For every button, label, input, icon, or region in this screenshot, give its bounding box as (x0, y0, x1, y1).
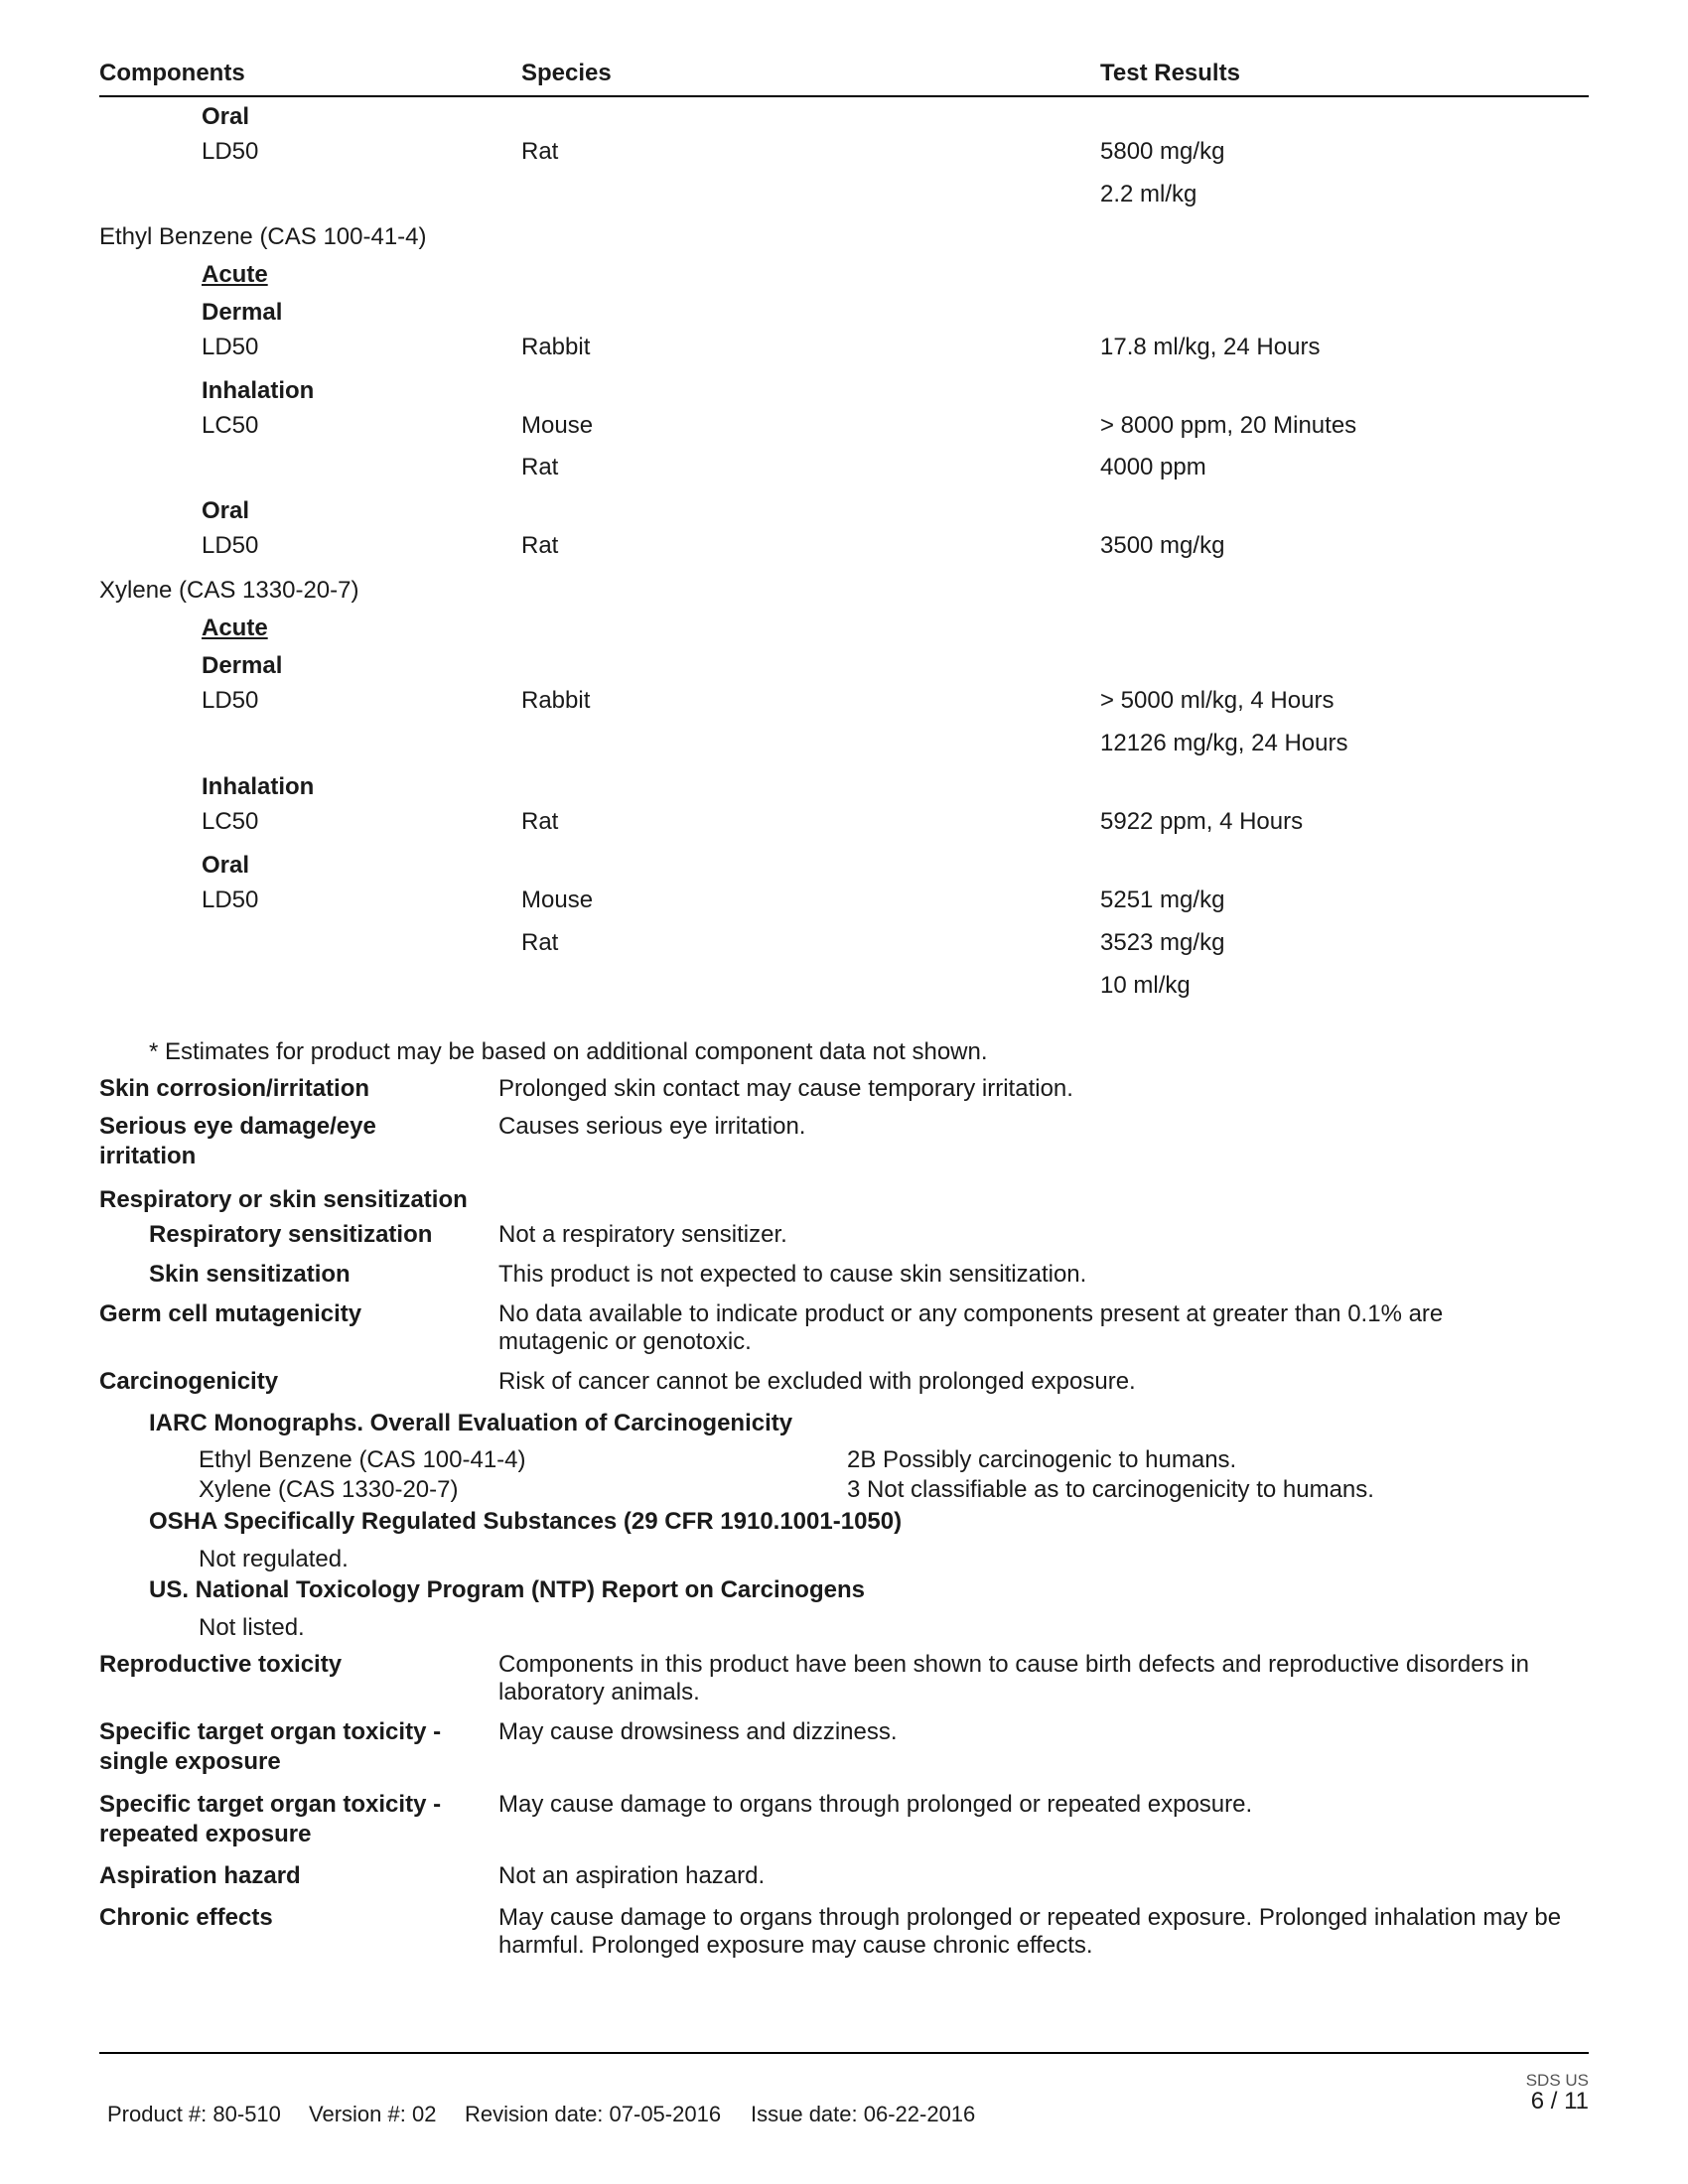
ntp-title: US. National Toxicology Program (NTP) Report on Carcinogens (149, 1576, 865, 1603)
iarc-ethyl-benzene: Ethyl Benzene (CAS 100-41-4) (199, 1446, 526, 1473)
species-rat: Rat (521, 808, 559, 835)
footer-version: Version #: 02 (309, 2102, 437, 2126)
test-ld50: LD50 (202, 138, 259, 165)
test-lc50: LC50 (202, 412, 259, 439)
reproductive-toxicity-label: Reproductive toxicity (99, 1651, 343, 1678)
iarc-title: IARC Monographs. Overall Evaluation of Carcinogenicity (149, 1410, 793, 1436)
stot-repeated-value: May cause damage to organs through prolonged or repeated exposure. (498, 1791, 1253, 1818)
route-dermal: Dermal (202, 299, 283, 326)
reproductive-toxicity-value: Components in this product have been shown to cause birth defects and reproductive disorders in laboratory animals. (498, 1651, 1529, 1706)
route-inhalation: Inhalation (202, 773, 315, 800)
header-species: Species (521, 60, 612, 86)
estimates-note: * Estimates for product may be based on additional component data not shown. (149, 1038, 988, 1065)
carcinogenicity-value: Risk of cancer cannot be excluded with prolonged exposure. (498, 1368, 1136, 1395)
result: 5251 mg/kg (1100, 887, 1225, 913)
stot-repeated-label: Specific target organ toxicity - repeated exposure (99, 1791, 442, 1847)
footer-revision-date: Revision date: 07-05-2016 (465, 2102, 722, 2126)
component-xylene: Xylene (CAS 1330-20-7) (99, 577, 359, 604)
test-lc50: LC50 (202, 808, 259, 835)
iarc-xylene: Xylene (CAS 1330-20-7) (199, 1476, 459, 1503)
category-acute: Acute (202, 614, 268, 641)
species-mouse: Mouse (521, 887, 594, 913)
result: 3500 mg/kg (1100, 532, 1225, 559)
test-ld50: LD50 (202, 887, 259, 913)
species-rat: Rat (521, 138, 559, 165)
result: > 5000 ml/kg, 4 Hours (1100, 687, 1335, 714)
result: > 8000 ppm, 20 Minutes (1100, 412, 1357, 439)
result: 5922 ppm, 4 Hours (1100, 808, 1304, 835)
test-ld50: LD50 (202, 334, 259, 360)
skin-sensitization-value: This product is not expected to cause skin sensitization. (498, 1261, 1087, 1288)
skin-sensitization-label: Skin sensitization (149, 1261, 351, 1288)
result: 10 ml/kg (1100, 972, 1191, 999)
skin-corrosion-value: Prolonged skin contact may cause temporary irritation. (498, 1075, 1073, 1102)
carcinogenicity-label: Carcinogenicity (99, 1368, 279, 1395)
route-dermal: Dermal (202, 652, 283, 679)
header-rule (99, 95, 1589, 97)
route-inhalation: Inhalation (202, 377, 315, 404)
respiratory-sensitization-label: Respiratory sensitization (149, 1221, 433, 1248)
iarc-ethyl-benzene-value: 2B Possibly carcinogenic to humans. (847, 1446, 1237, 1473)
result: 4000 ppm (1100, 454, 1206, 480)
route-oral: Oral (202, 103, 250, 130)
germ-cell-value: No data available to indicate product or any components present at greater than 0.1% are mutagenic or genotoxic. (498, 1300, 1444, 1355)
ntp-value: Not listed. (199, 1614, 305, 1641)
osha-title: OSHA Specifically Regulated Substances (29 CFR 1910.1001-1050) (149, 1508, 903, 1535)
result: 5800 mg/kg (1100, 138, 1225, 165)
component-ethyl-benzene: Ethyl Benzene (CAS 100-41-4) (99, 223, 427, 250)
chronic-effects-value: May cause damage to organs through prolonged or repeated exposure. Prolonged inhalation may be harmful. Prolonged exposure may cause chronic effects. (498, 1904, 1562, 1959)
test-ld50: LD50 (202, 532, 259, 559)
route-oral: Oral (202, 497, 250, 524)
stot-single-label: Specific target organ toxicity - single exposure (99, 1718, 442, 1775)
osha-value: Not regulated. (199, 1546, 349, 1572)
eye-damage-value: Causes serious eye irritation. (498, 1113, 806, 1140)
stot-single-value: May cause drowsiness and dizziness. (498, 1718, 898, 1745)
species-mouse: Mouse (521, 412, 594, 439)
result: 2.2 ml/kg (1100, 181, 1197, 207)
test-ld50: LD50 (202, 687, 259, 714)
footer-issue-date: Issue date: 06-22-2016 (751, 2102, 976, 2126)
species-rat: Rat (521, 454, 559, 480)
footer-product: Product #: 80-510 (107, 2102, 281, 2126)
result: 12126 mg/kg, 24 Hours (1100, 730, 1348, 756)
species-rabbit: Rabbit (521, 687, 591, 714)
species-rat: Rat (521, 929, 559, 956)
species-rabbit: Rabbit (521, 334, 591, 360)
skin-corrosion-label: Skin corrosion/irritation (99, 1075, 370, 1102)
result: 17.8 ml/kg, 24 Hours (1100, 334, 1321, 360)
route-oral: Oral (202, 852, 250, 879)
aspiration-hazard-value: Not an aspiration hazard. (498, 1862, 766, 1889)
germ-cell-label: Germ cell mutagenicity (99, 1300, 362, 1327)
footer-rule (99, 2052, 1589, 2054)
footer-page-number: 6 / 11 (1530, 2088, 1589, 2115)
chronic-effects-label: Chronic effects (99, 1904, 273, 1931)
header-test-results: Test Results (1100, 60, 1240, 86)
header-components: Components (99, 60, 245, 86)
aspiration-hazard-label: Aspiration hazard (99, 1862, 301, 1889)
sensitization-label: Respiratory or skin sensitization (99, 1186, 468, 1213)
eye-damage-label: Serious eye damage/eye irritation (99, 1113, 376, 1169)
species-rat: Rat (521, 532, 559, 559)
iarc-xylene-value: 3 Not classifiable as to carcinogenicity to humans. (847, 1476, 1374, 1503)
category-acute: Acute (202, 261, 268, 288)
result: 3523 mg/kg (1100, 929, 1225, 956)
footer-doc-type: SDS US (1525, 2071, 1589, 2090)
respiratory-sensitization-value: Not a respiratory sensitizer. (498, 1221, 787, 1248)
